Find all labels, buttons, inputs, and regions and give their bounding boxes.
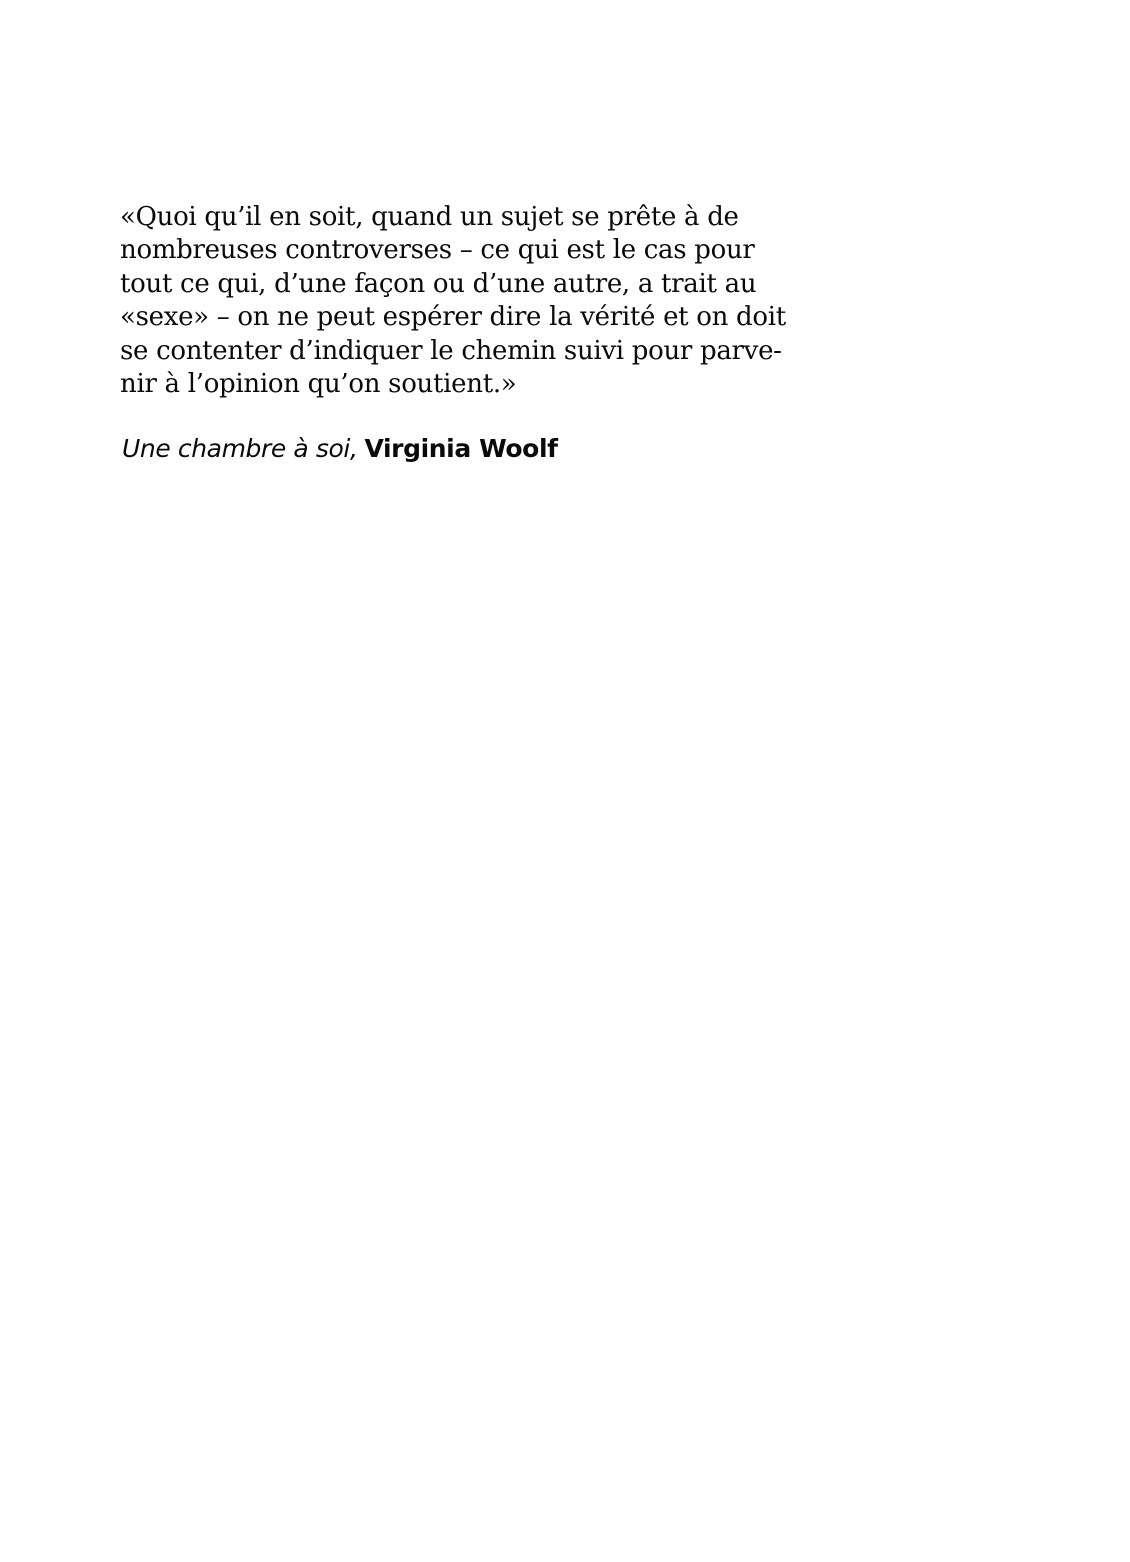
quote-line: «sexe» – on ne peut espérer dire la vérité et on doit <box>120 302 786 333</box>
attribution <box>122 433 558 465</box>
quote-line: «Quoi qu’il en soit, quand un sujet se prête à de <box>120 202 739 232</box>
quote-line: nombreuses controverses – ce qui est le cas pour <box>120 235 755 266</box>
author-name: Virginia Woolf <box>364 434 558 463</box>
book-title: Une chambre à soi, <box>122 434 358 463</box>
quote-line: tout ce qui, d’une façon ou d’une autre, a trait au <box>120 268 757 299</box>
quote-line: se contenter d’indiquer le chemin suivi pour parve- <box>120 335 782 366</box>
quote-block <box>120 201 840 401</box>
quote-line: nir à l’opinion qu’on soutient.» <box>120 369 517 400</box>
